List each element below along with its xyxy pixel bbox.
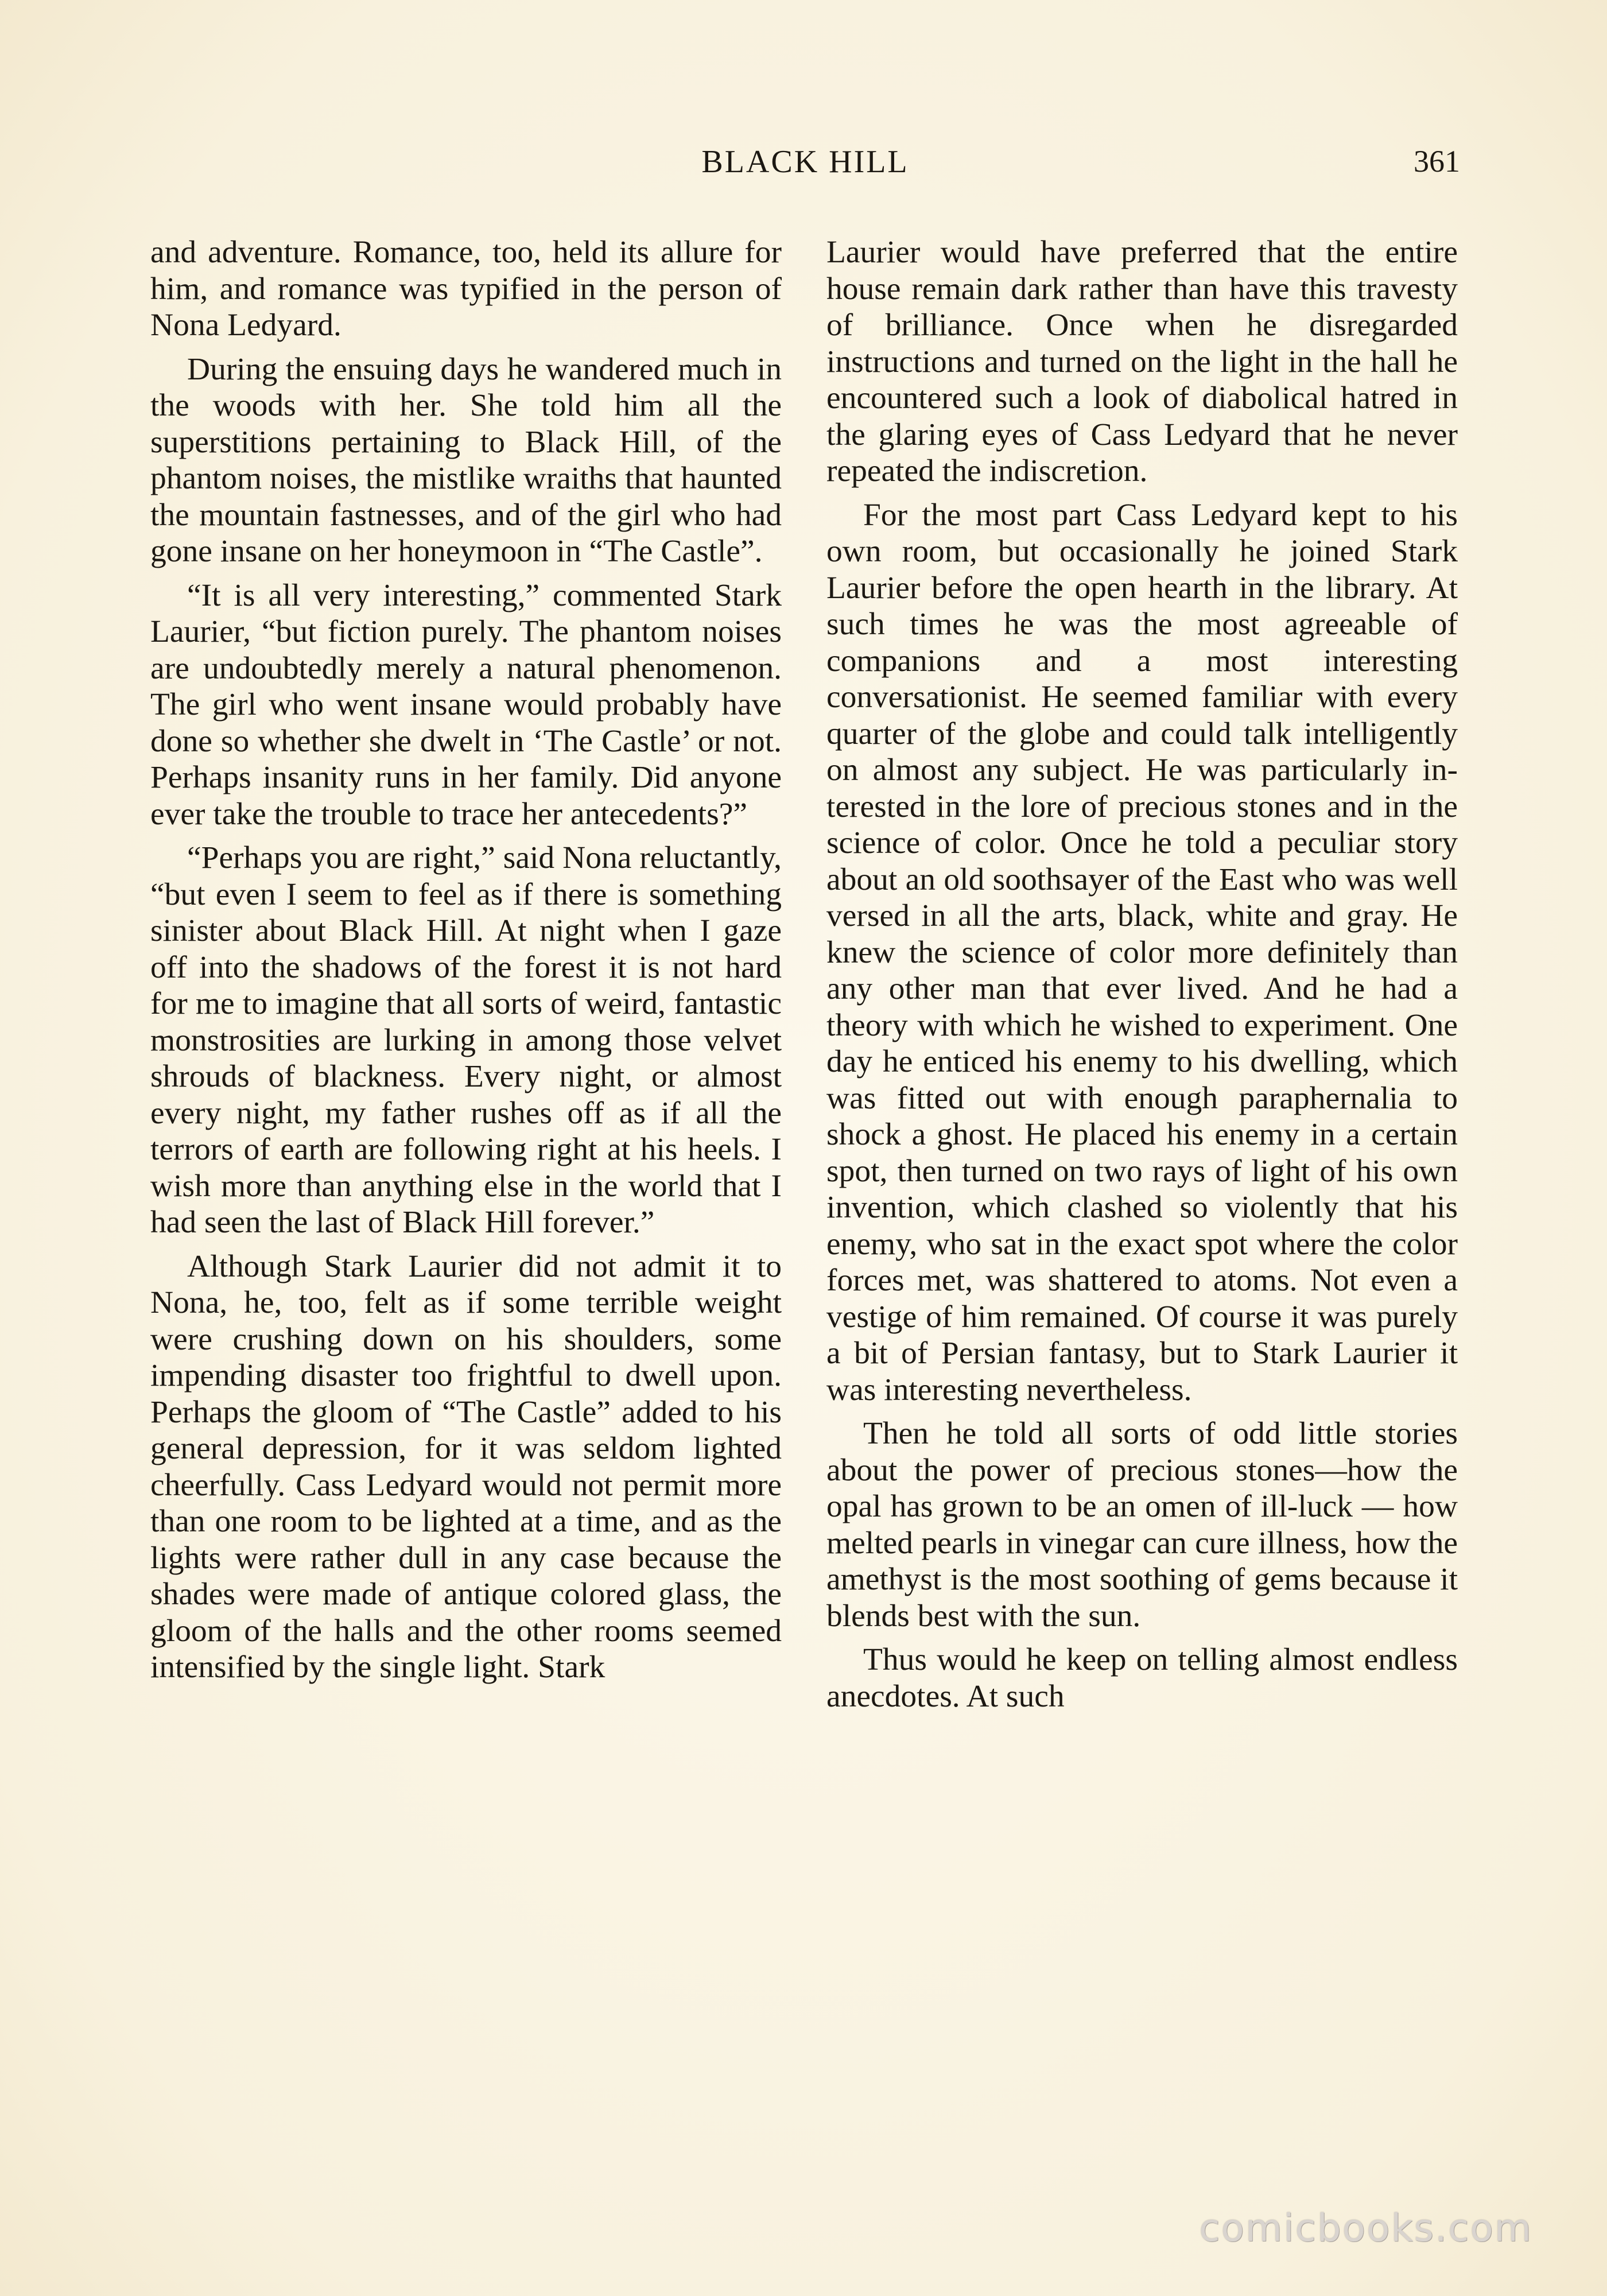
paragraph: Although Stark Laurier did not admit it to Nona, he, too, felt as if some terrible weight were crushing down on his shoulders, some impending disaster too frightful to dwell upon. Perhaps the gloom of “The Castle” added to his general depression, for it was seldom lighted cheerfully. Cass Ledyard would not permit more than one room to be lighted at a time, and as the lights were rather dull in any case because the shades were made of antique colored glass, the gloom of the halls and the other rooms seemed intensified by the single light. Stark <box>150 1248 782 1685</box>
watermark: comicbooks.com <box>1199 2206 1532 2250</box>
running-header <box>150 144 1460 184</box>
page-number: 361 <box>1414 144 1460 179</box>
paragraph: and adventure. Romance, too, held its allure for him, and romance was typified in the person of Nona Ledyard. <box>150 235 782 343</box>
paragraph: For the most part Cass Ledyard kept to his own room, but occasionally he joined Stark Laurier before the open hearth in the library. At such times he was the most agreeable of companions and a most interesting conversationist. He seemed familiar with every quarter of the globe and could talk intelligently on almost any subject. He was particularly interested in the lore of precious stones and in the science of color. Once he told a peculiar story about an old soothsayer of the East who was well versed in all the arts, black, white and gray. He knew the science of color more definitely than any other man that ever lived. And he had a theory with which he wished to experiment. One day he enticed his enemy to his dwelling, which was fitted out with enough paraphernalia to shock a ghost. He placed his enemy in a certain spot, then turned on two rays of light of his own invention, which clashed so violently that his enemy, who sat in the exact spot where the color forces met, was shattered to atoms. Not even a vestige of him remained. Of course it was purely a bit of Persian fantasy, but to Stark Laurier it was interesting nevertheless. <box>826 497 1458 1407</box>
running-title: BLACK HILL <box>701 144 909 180</box>
paragraph: Laurier would have preferred that the entire house remain dark rather than have this travesty of brilliance. Once when he disregarded instructions and turned on the light in the hall he encountered such a look of diabolical hatred in the glaring eyes of Cass Ledyard that he never repeated the indiscretion. <box>826 235 1458 488</box>
paragraph: During the ensuing days he wandered much in the woods with her. She told him all the superstitions pertaining to Black Hill, of the phantom noises, the mistlike wraiths that haunted the mountain fastnesses, and of the girl who had gone insane on her honeymoon in “The Castle”. <box>150 351 782 569</box>
paragraph: “It is all very interesting,” commented Stark Laurier, “but fiction purely. The phantom noises are undoubtedly merely a natural phenomenon. The girl who went insane would probably have done so whether she dwelt in ‘The Castle’ or not. Perhaps insanity runs in her family. Did anyone ever take the trouble to trace her antecedents?” <box>150 577 782 832</box>
right-column <box>826 234 1458 2146</box>
paragraph: Then he told all sorts of odd little stories about the power of precious stones—how the opal has grown to be an omen of ill-luck — how melted pearls in vinegar can cure illness, how the amethyst is the most soothing of gems because it blends best with the sun. <box>826 1416 1458 1634</box>
left-column <box>150 234 782 2146</box>
paragraph: Thus would he keep on telling almost endless anecdotes. At such <box>826 1642 1458 1714</box>
paragraph: “Perhaps you are right,” said Nona reluctantly, “but even I seem to feel as if there is something sinister about Black Hill. At night when I gaze off into the shadows of the forest it is not hard for me to imagine that all sorts of weird, fantastic monstrosities are lurking in among those velvet shrouds of blackness. Every night, or almost every night, my father rushes off as if all the terrors of earth are following right at his heels. I wish more than anything else in the world that I had seen the last of Black Hill forever.” <box>150 840 782 1240</box>
